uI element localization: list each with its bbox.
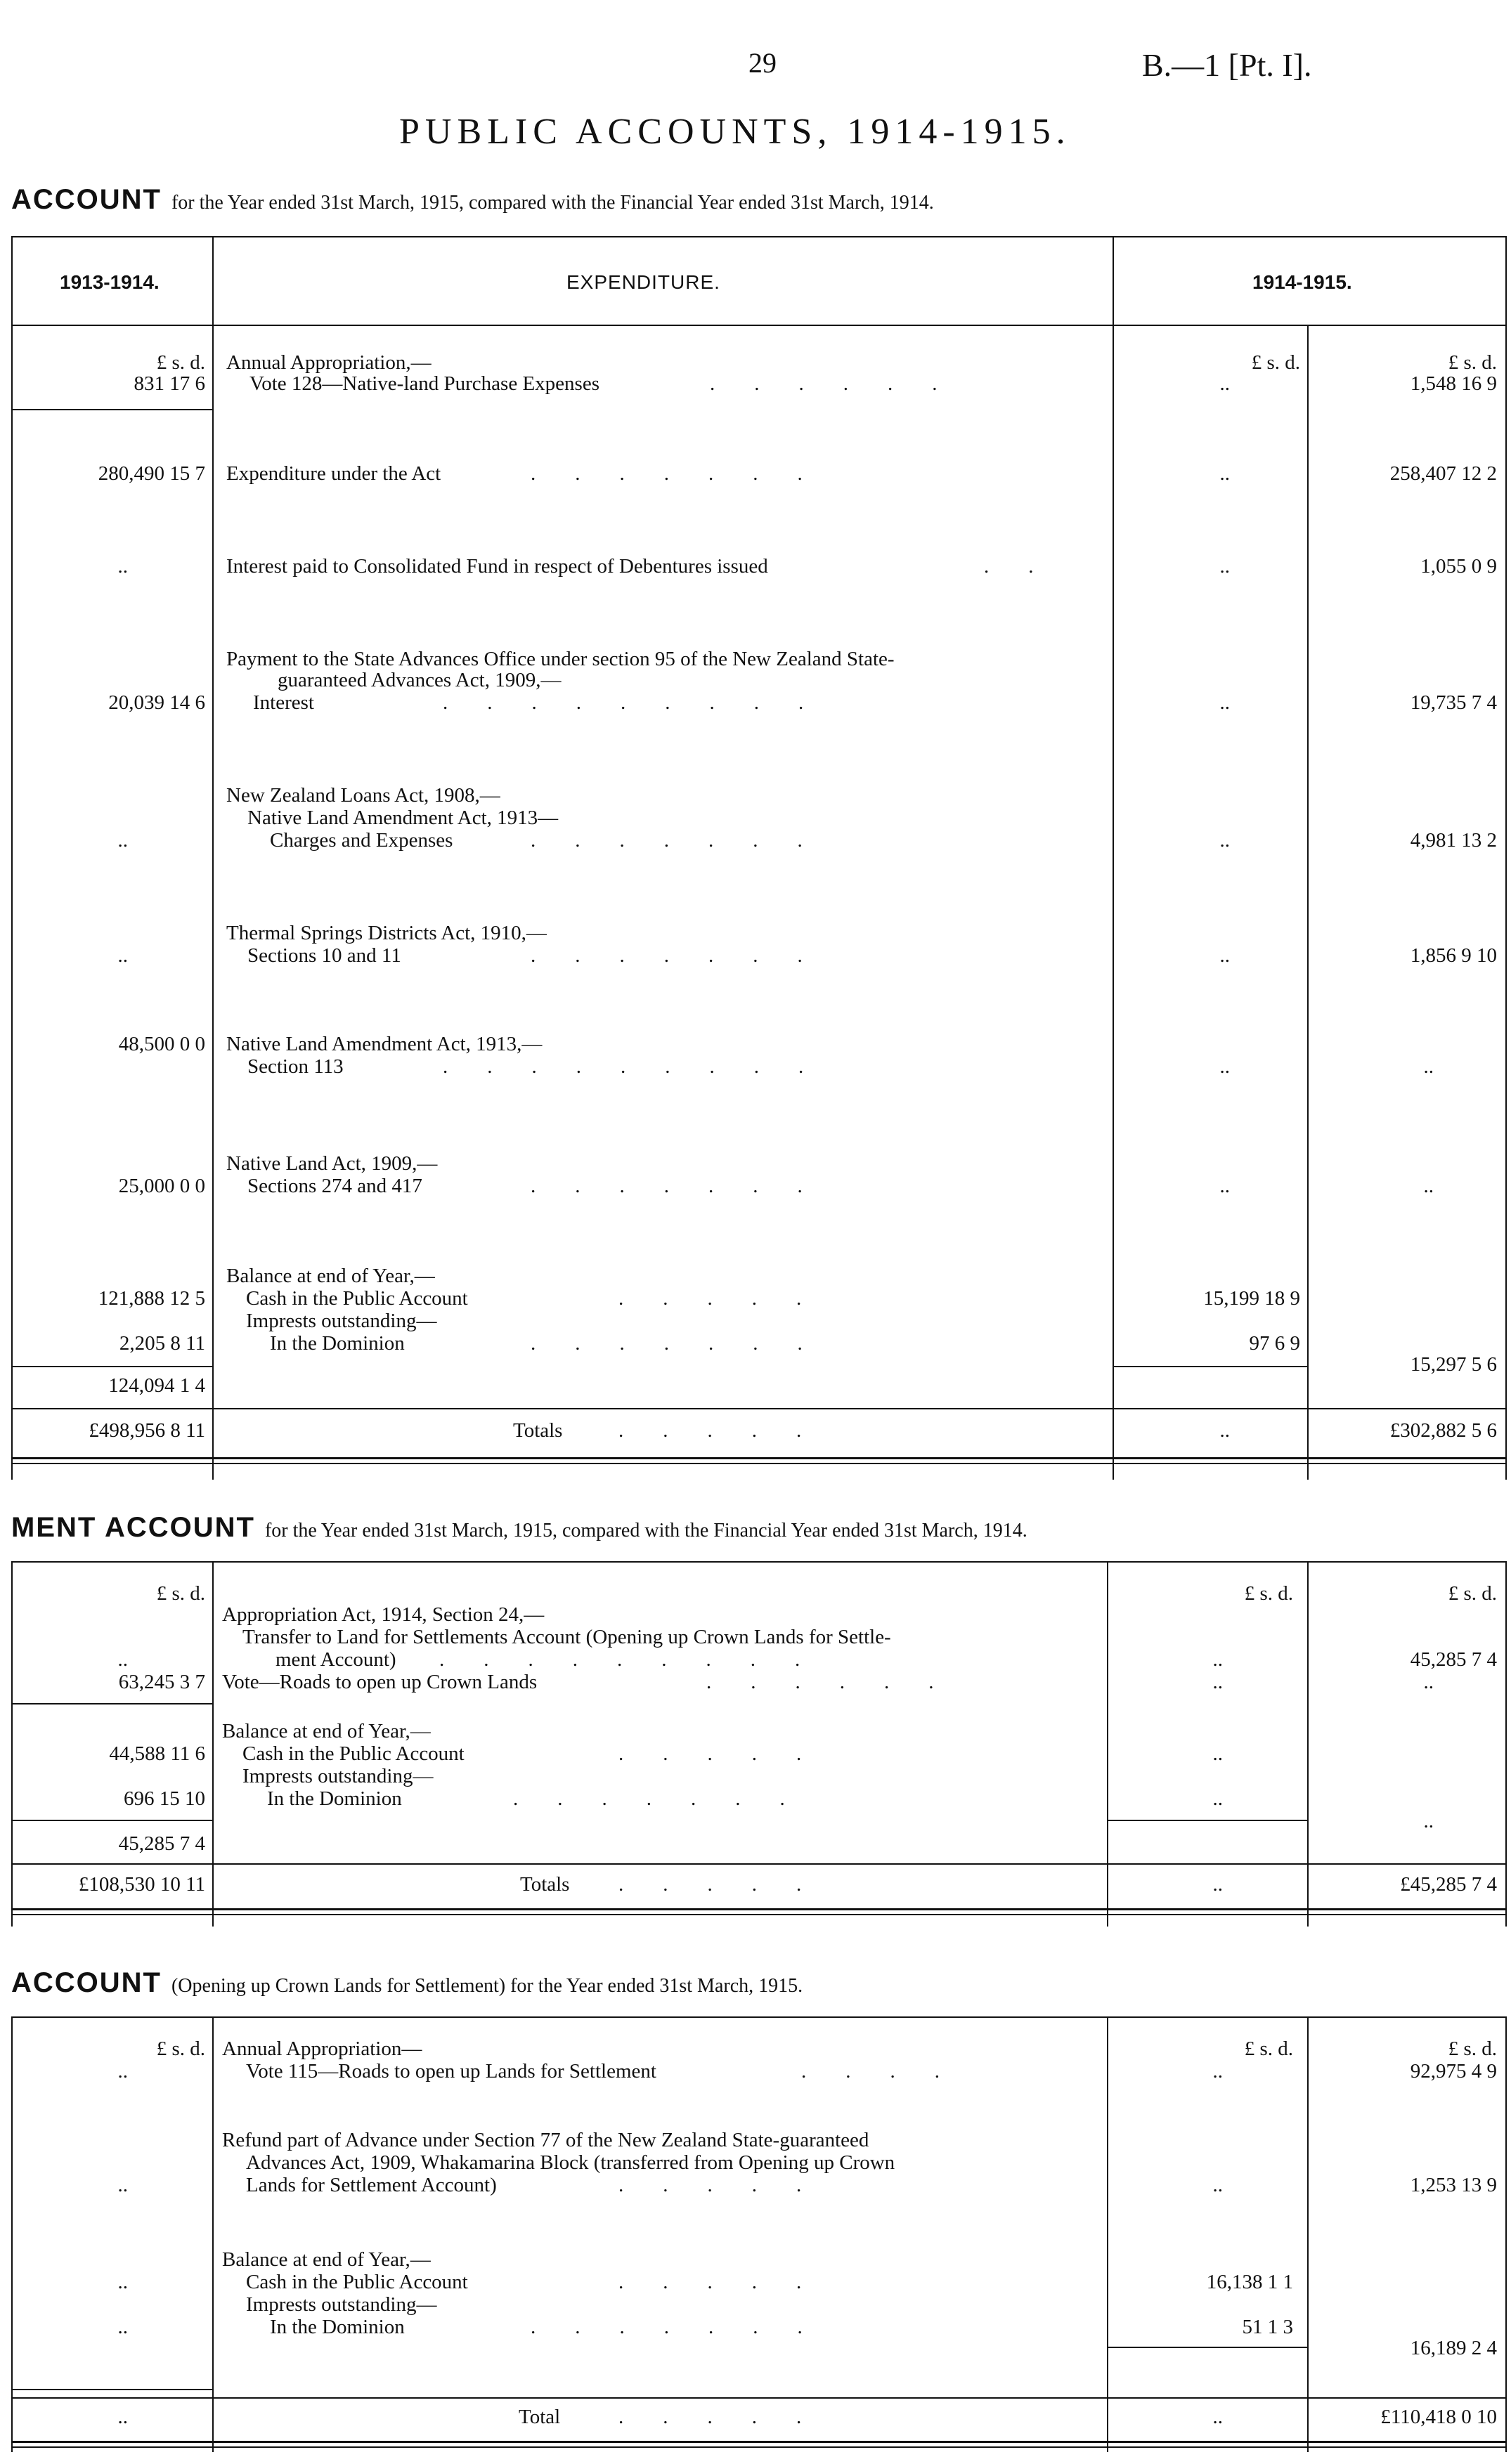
s2-units-curr: £ s. d. <box>1448 1582 1497 1605</box>
s1-row1-mid: .. <box>1219 462 1230 485</box>
s3-right-border <box>1505 2016 1507 2452</box>
s1-row2-line1: Interest paid to Consolidated Fund in respect of Debentures issued <box>226 555 768 578</box>
s1-balance-prev-total: 124,094 1 4 <box>108 1374 205 1397</box>
s1-row4-line2: Native Land Amendment Act, 1913— <box>247 807 559 829</box>
s1-row7-line1: Native Land Act, 1909,— <box>226 1152 438 1175</box>
s1-row5-line2: Sections 10 and 11 <box>247 944 401 967</box>
section3-title-bold: ACCOUNT <box>11 1967 162 1998</box>
s2-left-border <box>11 1561 13 1927</box>
s1-balance-line1: Balance at end of Year,— <box>226 1265 435 1287</box>
s3-col-divider-3 <box>1307 2016 1309 2452</box>
s3-bottom-rule-1 <box>11 2441 1507 2443</box>
s1-col-head-curr: 1914-1915. <box>1252 271 1352 293</box>
s3-mid-cash: 16,138 1 1 <box>1206 2271 1293 2293</box>
s3-mid-vote: .. <box>1212 2060 1223 2082</box>
s1-totals-mid: .. <box>1219 1419 1230 1442</box>
s3-prev-imprest: .. <box>117 2316 128 2338</box>
s3-totals-leader: ..... <box>618 2406 841 2428</box>
s1-row4-line1: New Zealand Loans Act, 1908,— <box>226 784 500 807</box>
section2-title <box>11 1512 1027 1544</box>
s2-bottom-rule-1 <box>11 1908 1507 1910</box>
s3-curr-vote: 92,975 4 9 <box>1410 2060 1497 2082</box>
s3-top-rule <box>11 2016 1507 2018</box>
s1-balance-curr: 15,297 5 6 <box>1410 1353 1497 1376</box>
s1-row3-line2: guaranteed Advances Act, 1909,— <box>278 669 562 691</box>
s2-top-rule <box>11 1561 1507 1563</box>
s2-line2: Transfer to Land for Settlements Account (Opening up Crown Lands for Settle- <box>242 1626 891 1648</box>
s3-refund-leader: ..... <box>618 2174 841 2196</box>
s1-totals-top-rule <box>11 1408 1507 1409</box>
s1-row3-line3: Interest <box>253 691 314 714</box>
s3-bottom-rule-2 <box>11 2446 1507 2448</box>
s2-col-divider-3 <box>1307 1561 1309 1927</box>
s1-balance-prev-imprest: 2,205 8 11 <box>119 1332 205 1355</box>
s3-units-prev: £ s. d. <box>156 2038 205 2060</box>
s1-left-border <box>11 236 13 1480</box>
s1-row5-prev: .. <box>117 944 128 967</box>
s3-curr-refund: 1,253 13 9 <box>1410 2174 1497 2196</box>
s1-row6-curr: .. <box>1423 1055 1434 1078</box>
s3-refund-line2: Advances Act, 1909, Whakamarina Block (transferred from Opening up Crown <box>246 2151 895 2174</box>
s2-totals-top-rule <box>11 1863 1507 1865</box>
s1-row6-leader: ......... <box>443 1055 843 1078</box>
s1-row1-line1: Expenditure under the Act <box>226 462 441 485</box>
section3-title <box>11 1967 803 1999</box>
s2-totals-curr: £45,285 7 4 <box>1400 1873 1497 1896</box>
s1-units-mid: £ s. d. <box>1251 351 1300 374</box>
s2-line3-leader: ......... <box>439 1648 840 1671</box>
s2-totals-label: Totals <box>520 1873 570 1896</box>
s2-right-border <box>1505 1561 1507 1927</box>
s3-balance-leader2: ....... <box>531 2316 842 2338</box>
section1-title <box>11 184 934 216</box>
s3-totals-top-rule <box>11 2397 1507 2399</box>
s1-row2-curr: 1,055 0 9 <box>1420 555 1497 578</box>
section1-title-rest: for the Year ended 31st March, 1915, compared with the Financial Year ended 31st March, 1914. <box>171 192 934 214</box>
s1-totals-prev: £498,956 8 11 <box>89 1419 205 1442</box>
s1-balance-prev-rule <box>11 1366 212 1367</box>
s1-row5-curr: 1,856 9 10 <box>1410 944 1497 967</box>
s2-balance-line4: In the Dominion <box>267 1787 402 1810</box>
s1-row1-prev: 280,490 15 7 <box>98 462 205 485</box>
s1-totals-curr: £302,882 5 6 <box>1389 1419 1497 1442</box>
s2-curr-transfer: 45,285 7 4 <box>1410 1648 1497 1671</box>
s2-curr-vote: .. <box>1423 1671 1434 1693</box>
s2-prev-vote: 63,245 3 7 <box>118 1671 205 1693</box>
s1-row2-leader: .. <box>984 555 1073 578</box>
s3-balance-mid-rule <box>1107 2347 1307 2348</box>
s3-prev-refund: .. <box>117 2174 128 2196</box>
s2-balance-mid-rule <box>1107 1820 1307 1821</box>
s1-row0-line1: Annual Appropriation,— <box>226 351 432 374</box>
s1-balance-line2: Cash in the Public Account <box>246 1287 468 1310</box>
s1-bottom-rule-2 <box>11 1463 1507 1464</box>
s1-header-rule <box>11 325 1507 326</box>
s3-totals-label: Total <box>519 2406 561 2428</box>
section2-title-rest: for the Year ended 31st March, 1915, compared with the Financial Year ended 31st March, 1914. <box>264 1520 1027 1541</box>
s3-mid-imprest: 51 1 3 <box>1242 2316 1293 2338</box>
s3-totals-mid: .. <box>1212 2406 1223 2428</box>
s1-row1-leader: ....... <box>531 462 842 485</box>
s2-col-divider-1 <box>212 1561 214 1927</box>
s1-col-divider-3 <box>1307 325 1309 1480</box>
s1-row3-prev: 20,039 14 6 <box>108 691 205 714</box>
s3-balance-leader1: ..... <box>618 2271 841 2293</box>
s3-balance-line3: Imprests outstanding— <box>246 2293 437 2316</box>
s1-row4-mid: .. <box>1219 829 1230 852</box>
s2-balance-line1: Balance at end of Year,— <box>222 1720 431 1742</box>
s1-row3-mid: .. <box>1219 691 1230 714</box>
s1-row4-curr: 4,981 13 2 <box>1410 829 1497 852</box>
s2-units-prev: £ s. d. <box>156 1582 205 1605</box>
s1-row0-leader: ...... <box>710 372 977 395</box>
section2-title-bold: MENT ACCOUNT <box>11 1512 255 1543</box>
s1-units-prev: £ s. d. <box>156 351 205 374</box>
s3-balance-line1: Balance at end of Year,— <box>222 2248 431 2271</box>
s1-row4-line3: Charges and Expenses <box>270 829 453 852</box>
section1-title-bold: ACCOUNT <box>11 184 162 215</box>
s3-refund-line1: Refund part of Advance under Section 77 of the New Zealand State-guaranteed <box>222 2129 869 2151</box>
s3-appropriation-leader: .... <box>801 2060 979 2082</box>
s2-vote-rule <box>11 1703 212 1704</box>
s3-appropriation-line1: Annual Appropriation— <box>222 2038 422 2060</box>
s1-balance-line3: Imprests outstanding— <box>246 1310 437 1332</box>
s2-balance-line3: Imprests outstanding— <box>242 1765 434 1787</box>
s1-row3-curr: 19,735 7 4 <box>1410 691 1497 714</box>
s2-balance-prev-rule <box>11 1820 212 1821</box>
s2-totals-mid: .. <box>1212 1873 1223 1896</box>
s1-top-rule <box>11 236 1507 237</box>
s2-prev-total: 45,285 7 4 <box>118 1832 205 1855</box>
s1-row7-line2: Sections 274 and 417 <box>247 1175 422 1197</box>
s2-mid-vote: .. <box>1212 1671 1223 1693</box>
s2-totals-prev: £108,530 10 11 <box>78 1873 205 1896</box>
s1-row1-curr: 258,407 12 2 <box>1389 462 1497 485</box>
s1-row7-prev: 25,000 0 0 <box>118 1175 205 1197</box>
s2-line3: ment Account) <box>275 1648 396 1671</box>
s2-prev-cash: 44,588 11 6 <box>109 1742 205 1765</box>
s1-balance-leader1: ..... <box>618 1287 841 1310</box>
document-reference: B.—1 [Pt. I]. <box>1142 47 1312 83</box>
s1-row6-line1: Native Land Amendment Act, 1913,— <box>226 1033 543 1055</box>
page-number: 29 <box>748 47 777 79</box>
s1-row0-curr: 1,548 16 9 <box>1410 372 1497 395</box>
s1-row0-mid: .. <box>1219 372 1230 395</box>
s2-mid-imprest: .. <box>1212 1787 1223 1810</box>
s2-prev-imprest: 696 15 10 <box>124 1787 205 1810</box>
s3-curr-balance: 16,189 2 4 <box>1410 2337 1497 2359</box>
s1-col-divider-1 <box>212 236 214 1480</box>
s1-row4-leader: ....... <box>531 829 842 852</box>
s2-line1: Appropriation Act, 1914, Section 24,— <box>222 1603 545 1626</box>
s2-line4: Vote—Roads to open up Crown Lands <box>222 1671 538 1693</box>
s1-totals-leader: ..... <box>618 1419 841 1442</box>
s2-mid-transfer: .. <box>1212 1648 1223 1671</box>
s2-line4-leader: ...... <box>706 1671 973 1693</box>
s1-row0-prev: 831 17 6 <box>134 372 205 395</box>
s1-bottom-rule-1 <box>11 1457 1507 1459</box>
s3-prev-rule <box>11 2389 212 2390</box>
s1-row2-prev: .. <box>117 555 128 578</box>
s1-row7-curr: .. <box>1423 1175 1434 1197</box>
s1-row5-mid: .. <box>1219 944 1230 967</box>
s1-totals-label: Totals <box>513 1419 563 1442</box>
section3-title-rest: (Opening up Crown Lands for Settlement) for the Year ended 31st March, 1915. <box>171 1975 803 1997</box>
s3-prev-cash: .. <box>117 2271 128 2293</box>
s1-row5-line1: Thermal Springs Districts Act, 1910,— <box>226 922 547 944</box>
s3-units-curr: £ s. d. <box>1448 2038 1497 2060</box>
s1-row0-rule <box>11 409 212 410</box>
s1-row3-line1: Payment to the State Advances Office under section 95 of the New Zealand State- <box>226 648 895 670</box>
s2-bottom-rule-2 <box>11 1914 1507 1915</box>
s3-balance-line4: In the Dominion <box>270 2316 405 2338</box>
s3-balance-line2: Cash in the Public Account <box>246 2271 468 2293</box>
s3-col-divider-1 <box>212 2016 214 2452</box>
s3-totals-prev: .. <box>117 2406 128 2428</box>
s2-balance-leader1: ..... <box>618 1742 841 1765</box>
s3-refund-line3: Lands for Settlement Account) <box>246 2174 497 2196</box>
s3-col-divider-2 <box>1107 2016 1108 2452</box>
s1-row4-prev: .. <box>117 829 128 852</box>
s1-balance-mid-imprest: 97 6 9 <box>1249 1332 1300 1355</box>
s2-units-mid: £ s. d. <box>1244 1582 1293 1605</box>
s1-row2-mid: .. <box>1219 555 1230 578</box>
s1-row0-line2: Vote 128—Native-land Purchase Expenses <box>249 372 599 395</box>
s2-col-divider-2 <box>1107 1561 1108 1927</box>
s2-balance-leader2: ....... <box>513 1787 824 1810</box>
s1-balance-line4: In the Dominion <box>270 1332 405 1355</box>
s1-balance-prev-cash: 121,888 12 5 <box>98 1287 205 1310</box>
s1-row5-leader: ....... <box>531 944 842 967</box>
s2-totals-leader: ..... <box>618 1873 841 1896</box>
s3-mid-refund: .. <box>1212 2174 1223 2196</box>
s1-row6-prev: 48,500 0 0 <box>118 1033 205 1055</box>
s3-appropriation-line2: Vote 115—Roads to open up Lands for Settlement <box>246 2060 656 2082</box>
s1-row6-line2: Section 113 <box>247 1055 344 1078</box>
s3-totals-curr: £110,418 0 10 <box>1380 2406 1497 2428</box>
s3-prev-vote: .. <box>117 2060 128 2082</box>
s2-mid-cash: .. <box>1212 1742 1223 1765</box>
s2-curr-balance: .. <box>1423 1810 1434 1832</box>
s1-balance-mid-cash: 15,199 18 9 <box>1203 1287 1300 1310</box>
s2-prev-transfer: .. <box>117 1648 128 1671</box>
s3-units-mid: £ s. d. <box>1244 2038 1293 2060</box>
s1-col-head-prev: 1913-1914. <box>60 271 160 293</box>
s1-balance-mid-rule <box>1113 1366 1307 1367</box>
s3-left-border <box>11 2016 13 2452</box>
s1-row6-mid: .. <box>1219 1055 1230 1078</box>
s1-row7-leader: ....... <box>531 1175 842 1197</box>
s1-balance-leader2: ....... <box>531 1332 842 1355</box>
page-title: PUBLIC ACCOUNTS, 1914-1915. <box>399 112 1071 152</box>
s1-right-border <box>1505 236 1507 1480</box>
s1-row3-leader: ......... <box>443 691 843 714</box>
s2-balance-line2: Cash in the Public Account <box>242 1742 465 1765</box>
s1-units-curr: £ s. d. <box>1448 351 1497 374</box>
s1-col-divider-2 <box>1113 236 1114 1480</box>
s1-col-head-expenditure: EXPENDITURE. <box>566 271 720 293</box>
s1-row7-mid: .. <box>1219 1175 1230 1197</box>
